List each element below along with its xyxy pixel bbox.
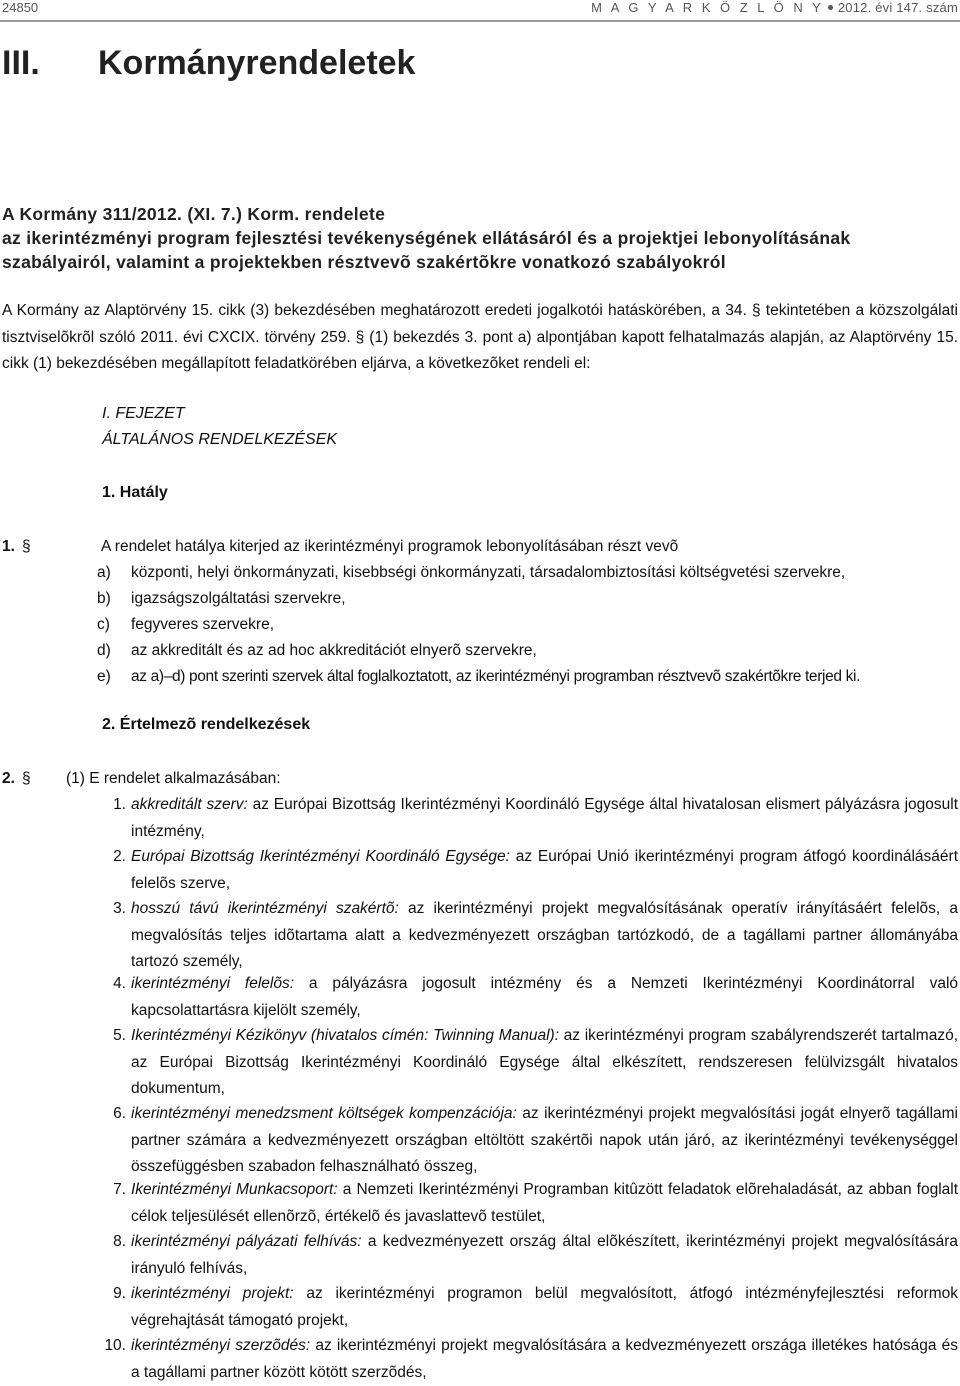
paragraph-sign: § <box>22 538 31 555</box>
chapter-number: I. FEJEZET <box>102 405 185 422</box>
paragraph-sign: § <box>22 770 31 787</box>
preamble: A Kormány az Alaptörvény 15. cikk (3) bekezdésében meghatározott eredeti jogalkotói hatáskörében, a 34. § tekintetében a közszolgálati tisztviselõkrõl szóló 2011. évi CXCIX. törvény 259. § (1) bekezdés 3. pont a) alpontjában kapott felhatalmazás alapján, az Alaptörvény 15. cikk (1) bekezdésében megállapított feladatkörében eljárva, a következõket rendeli el: <box>2 302 958 372</box>
section-text: (1) E rendelet alkalmazásában: <box>66 770 281 787</box>
subheading-scope: 1. Hatály <box>102 484 168 501</box>
issue-label: 2012. évi 147. szám <box>837 0 958 15</box>
page-header <box>2 0 958 16</box>
chapter-title: ÁLTALÁNOS RENDELKEZÉSEK <box>102 431 338 448</box>
decree-title-line-1: A Kormány 311/2012. (XI. 7.) Korm. rendelete <box>2 204 386 224</box>
bullet-dot-icon <box>828 5 833 10</box>
section-number: 2. <box>2 770 15 787</box>
section-title: Kormányrendeletek <box>98 44 416 82</box>
section-heading <box>2 44 415 83</box>
subheading-definitions: 2. Értelmezõ rendelkezések <box>102 716 311 733</box>
page-number: 24850 <box>2 0 39 15</box>
section-text: A rendelet hatálya kiterjed az ikerintézményi programok lebonyolításában részt vevõ <box>101 538 679 555</box>
section-number: 1. <box>2 538 15 555</box>
decree-title-line-2: az ikerintézményi program fejlesztési tevékenységének ellátásáról és a projektjei lebonyolításának <box>2 228 851 248</box>
publication-info <box>591 0 958 15</box>
section-numeral: III. <box>2 44 40 82</box>
decree-title <box>2 202 957 274</box>
publication-name: M A G Y A R K Ö Z L Ö N Y <box>591 0 824 15</box>
header-divider <box>0 20 960 22</box>
decree-title-line-3: szabályairól, valamint a projektekben résztvevõ szakértõkre vonatkozó szabályokról <box>2 252 726 272</box>
